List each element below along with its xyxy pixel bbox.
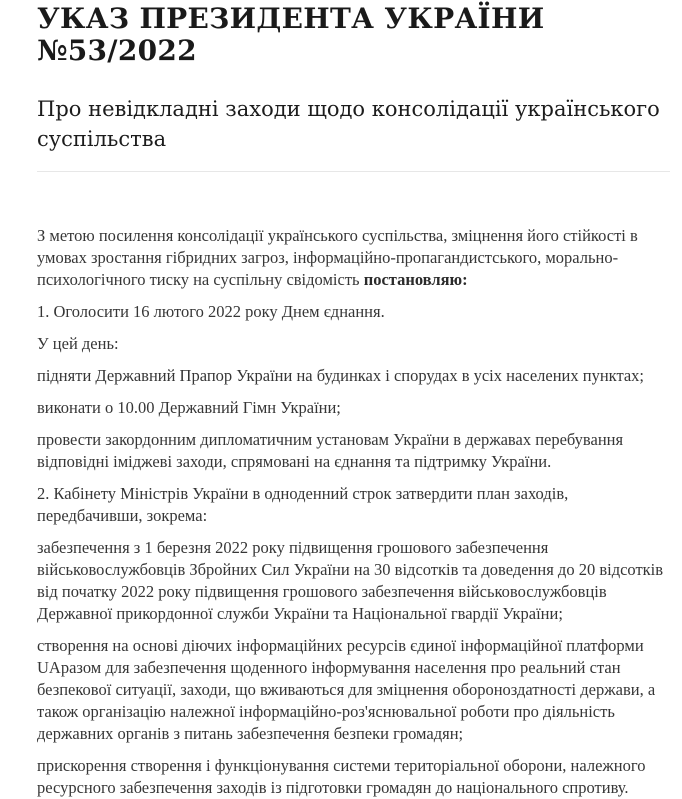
decree-title: УКАЗ ПРЕЗИДЕНТА УКРАЇНИ №53/2022 — [37, 2, 545, 67]
paragraph-ua-razom: створення на основі діючих інформаційних ресурсів єдиної інформаційної платформи UAразом для забезпечення щоденного інформування населення про реальний стан безпекової ситуації, заходи, що вживаються для зміцнення обороноздатності держави, а також організацію належної інформаційно-роз'яснювальної роботи про діяльність державних органів з питань забезпечення безпеки громадян; — [37, 636, 656, 743]
paragraph-preamble-bold: постановляю: — [363, 270, 468, 289]
paragraph-item-1: 1. Оголосити 16 лютого 2022 року Днем єднання. — [37, 302, 385, 321]
paragraph-preamble-text: З метою посилення консолідації українського суспільства, зміцнення його стійкості в умовах зростання гібридних загроз, інформаційно-пропагандистського, морально-психологічного тиску на суспільну свідомість — [37, 226, 638, 289]
paragraph-item-2: 2. Кабінету Міністрів України в одноденний строк затвердити план заходів, передбачивши, зокрема: — [37, 484, 569, 525]
decree-subtitle: Про невідкладні заходи щодо консолідації українського суспільства — [37, 97, 660, 151]
decree-body — [37, 225, 670, 799]
paragraph-preamble — [37, 225, 670, 291]
divider — [37, 171, 670, 172]
paragraph-diplomatic: провести закордонним дипломатичним установам України в державах перебування відповідні іміджеві заходи, спрямовані на єднання та підтримку України. — [37, 430, 624, 471]
paragraph-this-day: У цей день: — [37, 334, 119, 353]
paragraph-anthem: виконати о 10.00 Державний Гімн України; — [37, 398, 341, 417]
paragraph-territorial-defense: прискорення створення і функціонування системи територіальної оборони, належного ресурсного забезпечення заходів із підготовки громадян до національного спротиву. — [37, 756, 646, 797]
paragraph-flag: підняти Державний Прапор України на будинках і спорудах в усіх населених пунктах; — [37, 366, 645, 385]
paragraph-military-pay: забезпечення з 1 березня 2022 року підвищення грошового забезпечення військовослужбовців Збройних Сил України на 30 відсотків та доведення до 20 відсотків від початку 2022 року підвищення грошового забезпечення військовослужбовців Державної прикордонної служби України та Національної гвардії України; — [37, 538, 664, 623]
